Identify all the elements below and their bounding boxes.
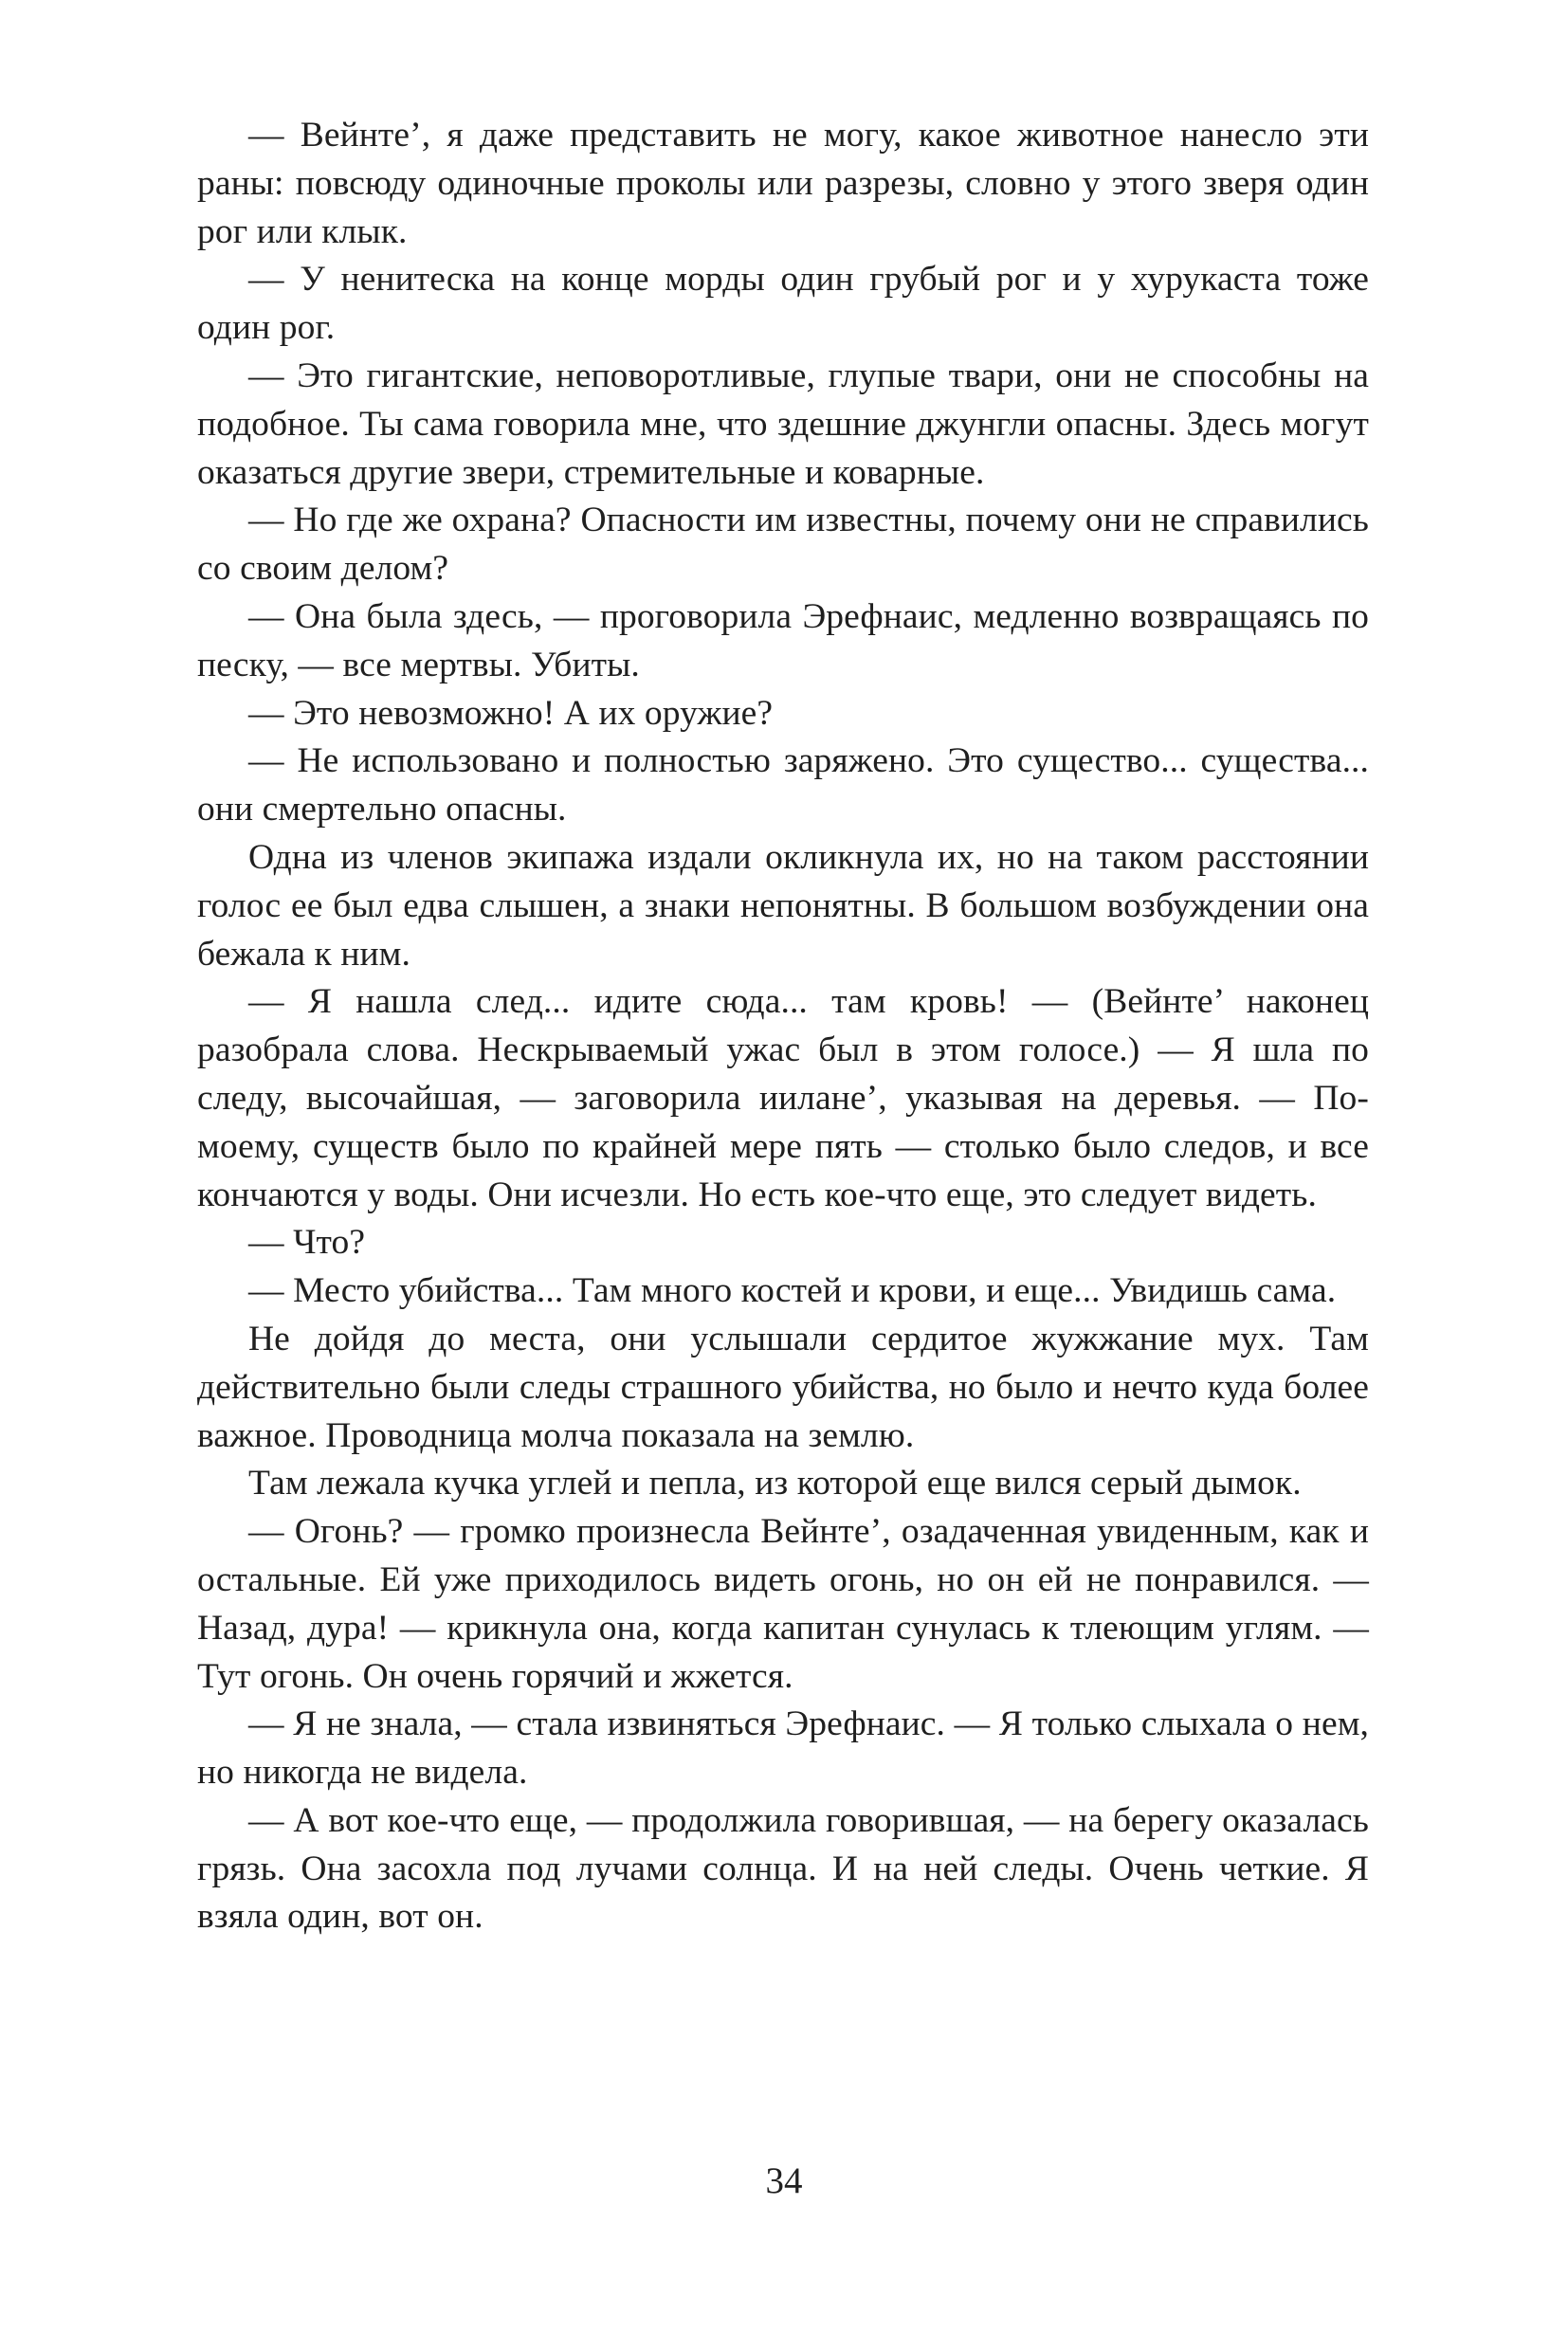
paragraph: — Но где же охрана? Опасности им известны, почему они не справились со своим делом? (197, 501, 1369, 589)
paragraph: — Она была здесь, — проговорила Эрефнаис, медленно возвращаясь по песку, — все мертвы. Убиты. (197, 596, 1369, 684)
paragraph: — Не использовано и полностью заряжено. Это существо... существа... они смертельно опасны. (197, 741, 1369, 829)
body-text (197, 112, 1369, 1941)
paragraph: — Место убийства... Там много костей и крови, и еще... Увидишь сама. (248, 1271, 1337, 1311)
paragraph: — Вейнте’, я даже представить не могу, какое животное нанесло эти раны: повсюду одиночные проколы или разрезы, словно у этого зверя один рог или клык. (197, 116, 1369, 251)
paragraph: — Это невозможно! А их оружие? (248, 693, 774, 733)
paragraph: — У ненитеска на конце морды один грубый рог и у хурукаста тоже один рог. (197, 260, 1369, 348)
page-number: 34 (765, 2160, 803, 2201)
paragraph: — А вот кое-что еще, — продолжила говорившая, — на берегу оказалась грязь. Она засохла под лучами солнца. И на ней следы. Очень четкие. Я взяла один, вот он. (197, 1800, 1369, 1937)
paragraph: — Я нашла след... идите сюда... там кровь! — (Вейнте’ наконец разобрала слова. Нескрываемый ужас был в этом голосе.) — Я шла по следу, высочайшая, — заговорила иилане’, указывая на деревья. — По-моему, существ было по крайней мере пять — столько было следов, и все кончаются у воды. Они исчезли. Но есть кое-что еще, это следует видеть. (197, 982, 1369, 1214)
paragraph: — Я не знала, — стала извиняться Эрефнаис. — Я только слыхала о нем, но никогда не видела. (197, 1704, 1369, 1793)
paragraph: Одна из членов экипажа издали окликнула их, но на таком расстоянии голос ее был едва слышен, а знаки непонятны. В большом возбуждении она бежала к ним. (197, 837, 1369, 974)
paragraph: — Это гигантские, неповоротливые, глупые твари, они не способны на подобное. Ты сама говорила мне, что здешние джунгли опасны. Здесь могут оказаться другие звери, стремительные и коварные. (197, 355, 1369, 492)
paragraph: Не дойдя до места, они услышали сердитое жужжание мух. Там действительно были следы страшного убийства, но было и нечто куда более важное. Проводница молча показала на землю. (197, 1319, 1369, 1455)
paragraph: — Что? (248, 1223, 366, 1263)
paragraph: Там лежала кучка углей и пепла, из которой еще вился серый дымок. (248, 1464, 1302, 1504)
paragraph: — Огонь? — громко произнесла Вейнте’, озадаченная увиденным, как и остальные. Ей уже приходилось видеть огонь, но он ей не понравился. — Назад, дура! — крикнула она, когда капитан сунулась к тлеющим углям. — Тут огонь. Он очень горячий и жжется. (197, 1512, 1369, 1696)
